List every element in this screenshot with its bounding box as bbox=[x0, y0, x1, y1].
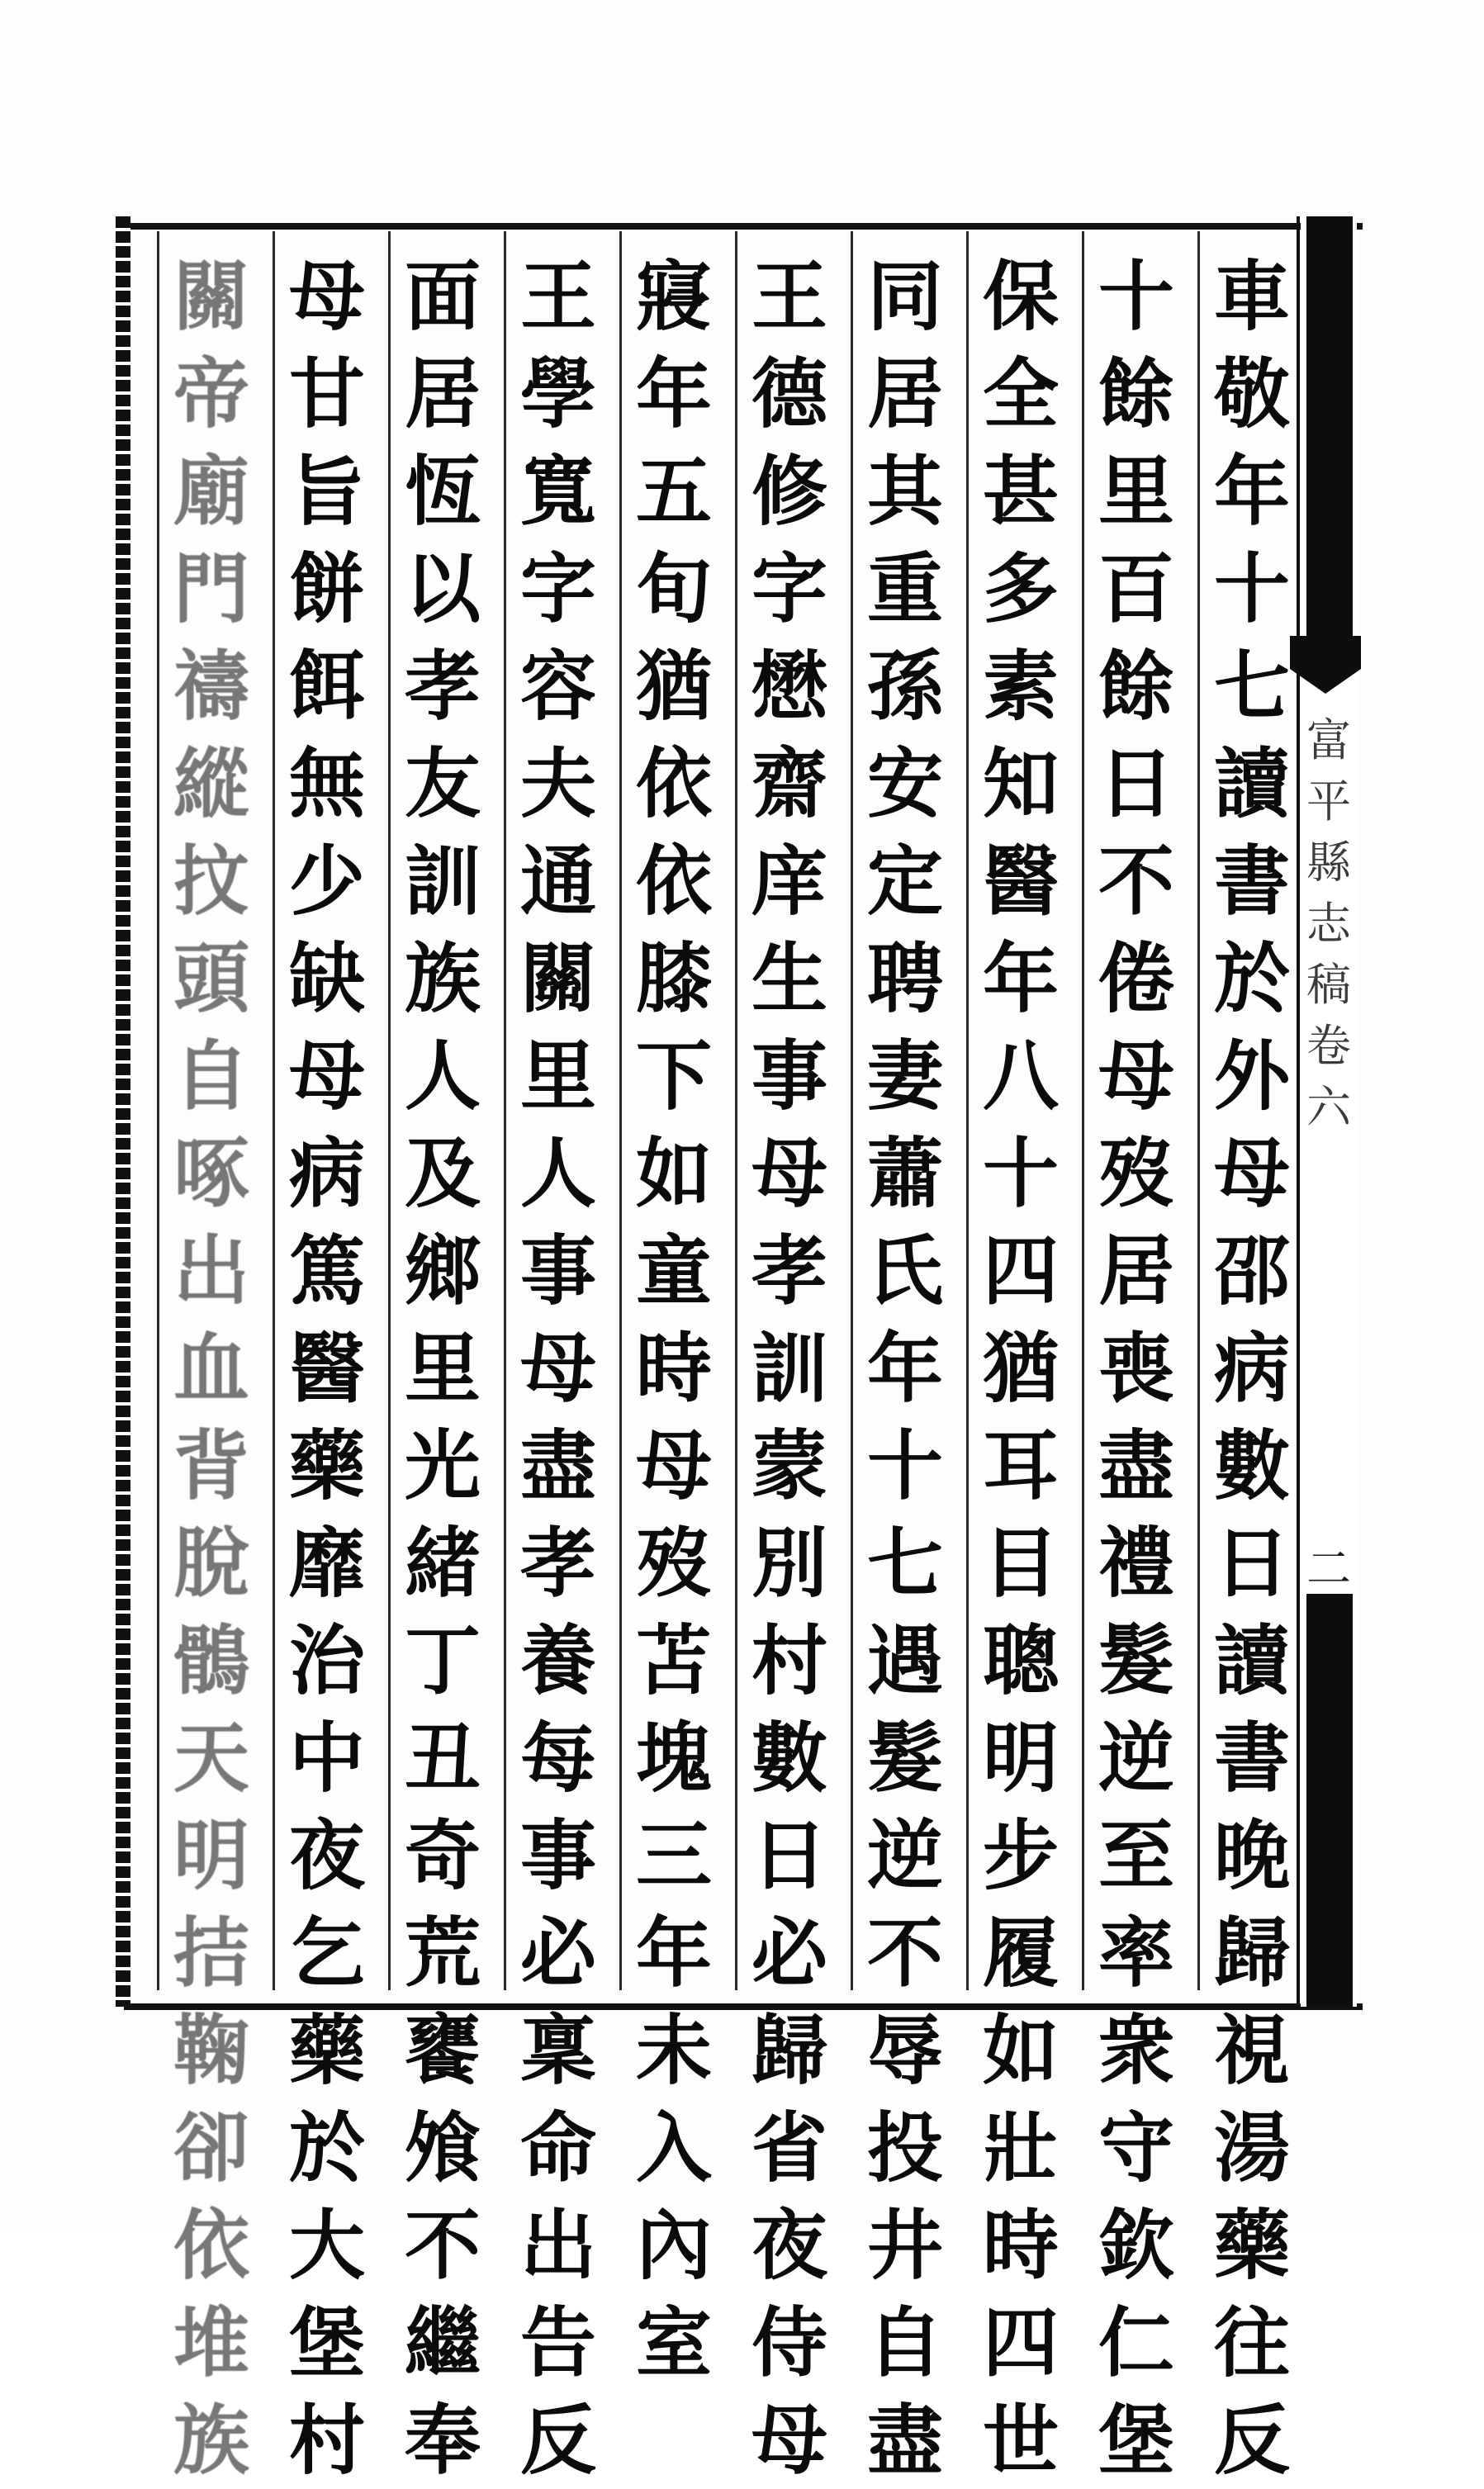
character: 出 bbox=[519, 2201, 596, 2290]
column-rule bbox=[157, 231, 159, 1990]
character: 甘 bbox=[288, 349, 365, 439]
character: 日 bbox=[1213, 1519, 1290, 1608]
character: 母 bbox=[1213, 1129, 1290, 1218]
character: 氏 bbox=[866, 1226, 943, 1316]
character: 母 bbox=[1098, 1031, 1174, 1121]
column-rule bbox=[735, 231, 737, 1990]
character: 訓 bbox=[751, 1324, 827, 1413]
character: 啄 bbox=[173, 1129, 249, 1218]
character: 母 bbox=[751, 2396, 827, 2485]
character: 蒙 bbox=[751, 1421, 827, 1510]
character: 鶻 bbox=[173, 1616, 249, 1705]
character: 里 bbox=[1098, 447, 1174, 536]
character: 辱 bbox=[866, 2006, 943, 2095]
character: 塊 bbox=[635, 1714, 712, 1803]
character: 藥 bbox=[288, 1421, 365, 1510]
character: 稟 bbox=[519, 2006, 596, 2095]
character: 日 bbox=[1098, 739, 1174, 828]
character: 天 bbox=[173, 1714, 249, 1803]
character: 醫 bbox=[982, 837, 1059, 926]
character: 頭 bbox=[173, 934, 249, 1023]
character: 無 bbox=[288, 739, 365, 828]
character: 居 bbox=[866, 349, 943, 439]
character: 丑 bbox=[404, 1714, 481, 1803]
character: 車 bbox=[1213, 252, 1290, 341]
title-character: 稿 bbox=[1306, 959, 1351, 1011]
character: 喪 bbox=[1098, 1324, 1174, 1413]
character: 母 bbox=[635, 1421, 712, 1510]
character: 書 bbox=[1213, 1714, 1290, 1803]
character: 事 bbox=[751, 1031, 827, 1121]
character: 欽 bbox=[1098, 2201, 1174, 2290]
character: 夜 bbox=[751, 2201, 827, 2290]
character: 篤 bbox=[288, 1226, 365, 1316]
character: 敬 bbox=[1213, 349, 1290, 439]
character: 逆 bbox=[1098, 1714, 1174, 1803]
character: 妻 bbox=[866, 1031, 943, 1121]
character: 守 bbox=[1098, 2103, 1174, 2193]
character: 同 bbox=[866, 252, 943, 341]
character: 年 bbox=[635, 349, 712, 439]
character: 以 bbox=[404, 544, 481, 633]
character: 歸 bbox=[751, 2006, 827, 2095]
character: 時 bbox=[982, 2201, 1059, 2290]
title-character: 平 bbox=[1306, 775, 1351, 827]
character: 治 bbox=[288, 1616, 365, 1705]
character: 倦 bbox=[1098, 934, 1174, 1023]
character: 四 bbox=[982, 1226, 1059, 1316]
character: 明 bbox=[982, 1714, 1059, 1803]
character: 里 bbox=[519, 1031, 596, 1121]
character: 入 bbox=[635, 2103, 712, 2193]
character: 堡 bbox=[1098, 2396, 1174, 2485]
character: 髮 bbox=[1098, 1616, 1174, 1705]
character: 目 bbox=[982, 1519, 1059, 1608]
character: 藥 bbox=[288, 2006, 365, 2095]
character: 孝 bbox=[404, 642, 481, 731]
character: 內 bbox=[635, 2201, 712, 2290]
character: 十 bbox=[982, 1129, 1059, 1218]
character: 知 bbox=[982, 739, 1059, 828]
character: 夜 bbox=[288, 1811, 365, 1900]
character: 養 bbox=[519, 1616, 596, 1705]
character: 八 bbox=[982, 1031, 1059, 1121]
character: 耳 bbox=[982, 1421, 1059, 1510]
character: 十 bbox=[866, 1421, 943, 1510]
column-rule bbox=[504, 231, 506, 1990]
character: 人 bbox=[519, 1129, 596, 1218]
character: 居 bbox=[1098, 1226, 1174, 1316]
character: 奉 bbox=[404, 2396, 481, 2485]
character: 歿 bbox=[635, 1519, 712, 1608]
character: 室 bbox=[635, 2298, 712, 2387]
character: 寬 bbox=[519, 447, 596, 536]
character: 讀 bbox=[1213, 739, 1290, 828]
text-column-8 bbox=[396, 248, 489, 2485]
character: 世 bbox=[982, 2396, 1059, 2485]
character: 靡 bbox=[288, 1519, 365, 1608]
character: 歸 bbox=[1213, 1908, 1290, 1998]
left-border bbox=[116, 216, 130, 2007]
character: 德 bbox=[751, 349, 827, 439]
character: 素 bbox=[982, 642, 1059, 731]
title-character: 六 bbox=[1306, 1081, 1351, 1133]
character: 如 bbox=[635, 1129, 712, 1218]
character: 仁 bbox=[1098, 2298, 1174, 2387]
character: 七 bbox=[1213, 642, 1290, 731]
character: 盡 bbox=[1098, 1421, 1174, 1510]
character: 投 bbox=[866, 2103, 943, 2193]
character: 依 bbox=[173, 2201, 249, 2290]
character: 不 bbox=[866, 1908, 943, 1998]
character: 少 bbox=[288, 837, 365, 926]
character: 餘 bbox=[1098, 642, 1174, 731]
character: 堡 bbox=[288, 2298, 365, 2387]
character: 年 bbox=[982, 934, 1059, 1023]
character: 必 bbox=[751, 1908, 827, 1998]
character: 必 bbox=[519, 1908, 596, 1998]
character: 率 bbox=[1098, 1908, 1174, 1998]
character: 盡 bbox=[866, 2396, 943, 2485]
character: 保 bbox=[982, 252, 1059, 341]
character: 卻 bbox=[173, 2103, 249, 2193]
column-rule bbox=[966, 231, 969, 1990]
character: 族 bbox=[404, 934, 481, 1023]
character: 關 bbox=[519, 934, 596, 1023]
character: 鞠 bbox=[173, 2006, 249, 2095]
character: 懋 bbox=[751, 642, 827, 731]
text-column-4 bbox=[859, 248, 951, 2485]
character: 堆 bbox=[173, 2298, 249, 2387]
character: 容 bbox=[519, 642, 596, 731]
character: 四 bbox=[982, 2298, 1059, 2387]
character: 事 bbox=[519, 1226, 596, 1316]
text-column-7 bbox=[512, 248, 605, 2485]
character: 猶 bbox=[982, 1324, 1059, 1413]
character: 醫 bbox=[288, 1324, 365, 1413]
text-column-1 bbox=[1206, 248, 1298, 2485]
character: 湯 bbox=[1213, 2103, 1290, 2193]
column-rule bbox=[851, 231, 853, 1990]
character: 禮 bbox=[1098, 1519, 1174, 1608]
character: 脫 bbox=[173, 1519, 249, 1608]
character: 繼 bbox=[404, 2298, 481, 2387]
character: 旨 bbox=[288, 447, 365, 536]
character: 步 bbox=[982, 1811, 1059, 1900]
character: 書 bbox=[1213, 837, 1290, 926]
character: 旬 bbox=[635, 544, 712, 633]
character: 字 bbox=[751, 544, 827, 633]
character: 年 bbox=[866, 1324, 943, 1413]
character: 中 bbox=[288, 1714, 365, 1803]
character: 族 bbox=[173, 2396, 249, 2485]
character: 年 bbox=[1213, 447, 1290, 536]
character: 童 bbox=[635, 1226, 712, 1316]
column-rule bbox=[388, 231, 391, 1990]
character: 大 bbox=[288, 2201, 365, 2290]
character: 於 bbox=[1213, 934, 1290, 1023]
character: 下 bbox=[635, 1031, 712, 1121]
character: 學 bbox=[519, 349, 596, 439]
folio-number: 二 bbox=[1306, 1542, 1351, 1595]
character: 五 bbox=[635, 447, 712, 536]
title-character: 志 bbox=[1306, 898, 1351, 950]
title-character: 卷 bbox=[1306, 1020, 1351, 1072]
column-rule bbox=[1197, 231, 1200, 1990]
character: 王 bbox=[519, 252, 596, 341]
character: 聰 bbox=[982, 1616, 1059, 1705]
character: 至 bbox=[1098, 1811, 1174, 1900]
character: 及 bbox=[404, 1129, 481, 1218]
character: 修 bbox=[751, 447, 827, 536]
character: 盡 bbox=[519, 1421, 596, 1510]
character: 履 bbox=[982, 1908, 1059, 1998]
character: 不 bbox=[404, 2201, 481, 2290]
character: 門 bbox=[173, 544, 249, 633]
character: 十 bbox=[1098, 252, 1174, 341]
character: 血 bbox=[173, 1324, 249, 1413]
character: 孝 bbox=[519, 1519, 596, 1608]
character: 病 bbox=[1213, 1324, 1290, 1413]
character: 訓 bbox=[404, 837, 481, 926]
character: 侍 bbox=[751, 2298, 827, 2387]
character: 自 bbox=[173, 1031, 249, 1121]
character: 蕭 bbox=[866, 1129, 943, 1218]
character: 丁 bbox=[404, 1616, 481, 1705]
character: 歿 bbox=[1098, 1129, 1174, 1218]
character: 七 bbox=[866, 1519, 943, 1608]
character: 如 bbox=[982, 2006, 1059, 2095]
character: 苫 bbox=[635, 1616, 712, 1705]
character: 孫 bbox=[866, 642, 943, 731]
column-rule bbox=[273, 231, 275, 1990]
character: 里 bbox=[404, 1324, 481, 1413]
fishtail-mark bbox=[1290, 636, 1361, 694]
character: 其 bbox=[866, 447, 943, 536]
fore-edge-top-block bbox=[1306, 216, 1353, 646]
character: 百 bbox=[1098, 544, 1174, 633]
character: 藥 bbox=[1213, 2201, 1290, 2290]
character: 於 bbox=[288, 2103, 365, 2193]
character: 生 bbox=[751, 934, 827, 1023]
character: 飧 bbox=[404, 2103, 481, 2193]
fore-edge-bottom-block bbox=[1306, 1594, 1353, 2007]
character: 別 bbox=[751, 1519, 827, 1608]
character: 安 bbox=[866, 739, 943, 828]
character: 壯 bbox=[982, 2103, 1059, 2193]
character: 帝 bbox=[173, 349, 249, 439]
character: 荒 bbox=[404, 1908, 481, 1998]
character: 外 bbox=[1213, 1031, 1290, 1121]
character: 十 bbox=[1213, 544, 1290, 633]
character: 母 bbox=[288, 1031, 365, 1121]
character: 自 bbox=[866, 2298, 943, 2387]
character: 髮 bbox=[866, 1714, 943, 1803]
character: 母 bbox=[288, 252, 365, 341]
character: 通 bbox=[519, 837, 596, 926]
character: 逆 bbox=[866, 1811, 943, 1900]
character: 孝 bbox=[751, 1226, 827, 1316]
character: 乞 bbox=[288, 1908, 365, 1998]
character: 視 bbox=[1213, 2006, 1290, 2095]
character: 命 bbox=[519, 2103, 596, 2193]
character: 背 bbox=[173, 1421, 249, 1510]
character: 省 bbox=[751, 2103, 827, 2193]
character: 母 bbox=[751, 1129, 827, 1218]
character: 廟 bbox=[173, 447, 249, 536]
character: 多 bbox=[982, 544, 1059, 633]
character: 病 bbox=[288, 1129, 365, 1218]
text-column-9 bbox=[281, 248, 373, 2485]
text-column-6 bbox=[628, 248, 720, 2387]
character: 友 bbox=[404, 739, 481, 828]
text-column-3 bbox=[974, 248, 1067, 2485]
character: 遇 bbox=[866, 1616, 943, 1705]
character: 夫 bbox=[519, 739, 596, 828]
text-column-2 bbox=[1090, 248, 1183, 2485]
fore-edge-title bbox=[1301, 710, 1357, 1222]
character: 事 bbox=[519, 1811, 596, 1900]
character: 關 bbox=[173, 252, 249, 341]
character: 年 bbox=[635, 1908, 712, 1998]
character: 往 bbox=[1213, 2298, 1290, 2387]
character: 明 bbox=[173, 1811, 249, 1900]
character: 每 bbox=[519, 1714, 596, 1803]
character: 抆 bbox=[173, 837, 249, 926]
title-character: 富 bbox=[1306, 714, 1351, 766]
character: 反 bbox=[1213, 2396, 1290, 2485]
character: 井 bbox=[866, 2201, 943, 2290]
character: 齋 bbox=[751, 739, 827, 828]
character: 母 bbox=[519, 1324, 596, 1413]
text-column-5 bbox=[743, 248, 836, 2485]
character: 全 bbox=[982, 349, 1059, 439]
character: 餌 bbox=[288, 642, 365, 731]
character: 數 bbox=[1213, 1421, 1290, 1510]
character: 日 bbox=[751, 1811, 827, 1900]
character: 衆 bbox=[1098, 2006, 1174, 2095]
character: 餘 bbox=[1098, 349, 1174, 439]
text-column-10 bbox=[165, 248, 258, 2485]
character: 告 bbox=[519, 2298, 596, 2387]
character: 未 bbox=[635, 2006, 712, 2095]
character: 奇 bbox=[404, 1811, 481, 1900]
character: 恆 bbox=[404, 447, 481, 536]
character: 依 bbox=[635, 739, 712, 828]
character: 王 bbox=[751, 252, 827, 341]
character: 村 bbox=[751, 1616, 827, 1705]
character: 聘 bbox=[866, 934, 943, 1023]
character: 邵 bbox=[1213, 1226, 1290, 1316]
character: 光 bbox=[404, 1421, 481, 1510]
character: 缺 bbox=[288, 934, 365, 1023]
character: 依 bbox=[635, 837, 712, 926]
character: 時 bbox=[635, 1324, 712, 1413]
character: 出 bbox=[173, 1226, 249, 1316]
character: 字 bbox=[519, 544, 596, 633]
character: 定 bbox=[866, 837, 943, 926]
character: 縱 bbox=[173, 739, 249, 828]
character: 拮 bbox=[173, 1908, 249, 1998]
character: 重 bbox=[866, 544, 943, 633]
character: 居 bbox=[404, 349, 481, 439]
character: 緒 bbox=[404, 1519, 481, 1608]
title-character: 縣 bbox=[1306, 837, 1351, 889]
character: 讀 bbox=[1213, 1616, 1290, 1705]
character: 猶 bbox=[635, 642, 712, 731]
character: 數 bbox=[751, 1714, 827, 1803]
character: 反 bbox=[519, 2396, 596, 2485]
character: 寢 bbox=[635, 252, 712, 341]
character: 餅 bbox=[288, 544, 365, 633]
column-rule bbox=[1082, 231, 1084, 1990]
character: 饔 bbox=[404, 2006, 481, 2095]
character: 三 bbox=[635, 1811, 712, 1900]
character: 鄉 bbox=[404, 1226, 481, 1316]
character: 面 bbox=[404, 252, 481, 341]
character: 膝 bbox=[635, 934, 712, 1023]
character: 庠 bbox=[751, 837, 827, 926]
column-rule bbox=[619, 231, 622, 1990]
character: 禱 bbox=[173, 642, 249, 731]
character: 不 bbox=[1098, 837, 1174, 926]
character: 甚 bbox=[982, 447, 1059, 536]
character: 村 bbox=[288, 2396, 365, 2485]
character: 晚 bbox=[1213, 1811, 1290, 1900]
character: 人 bbox=[404, 1031, 481, 1121]
